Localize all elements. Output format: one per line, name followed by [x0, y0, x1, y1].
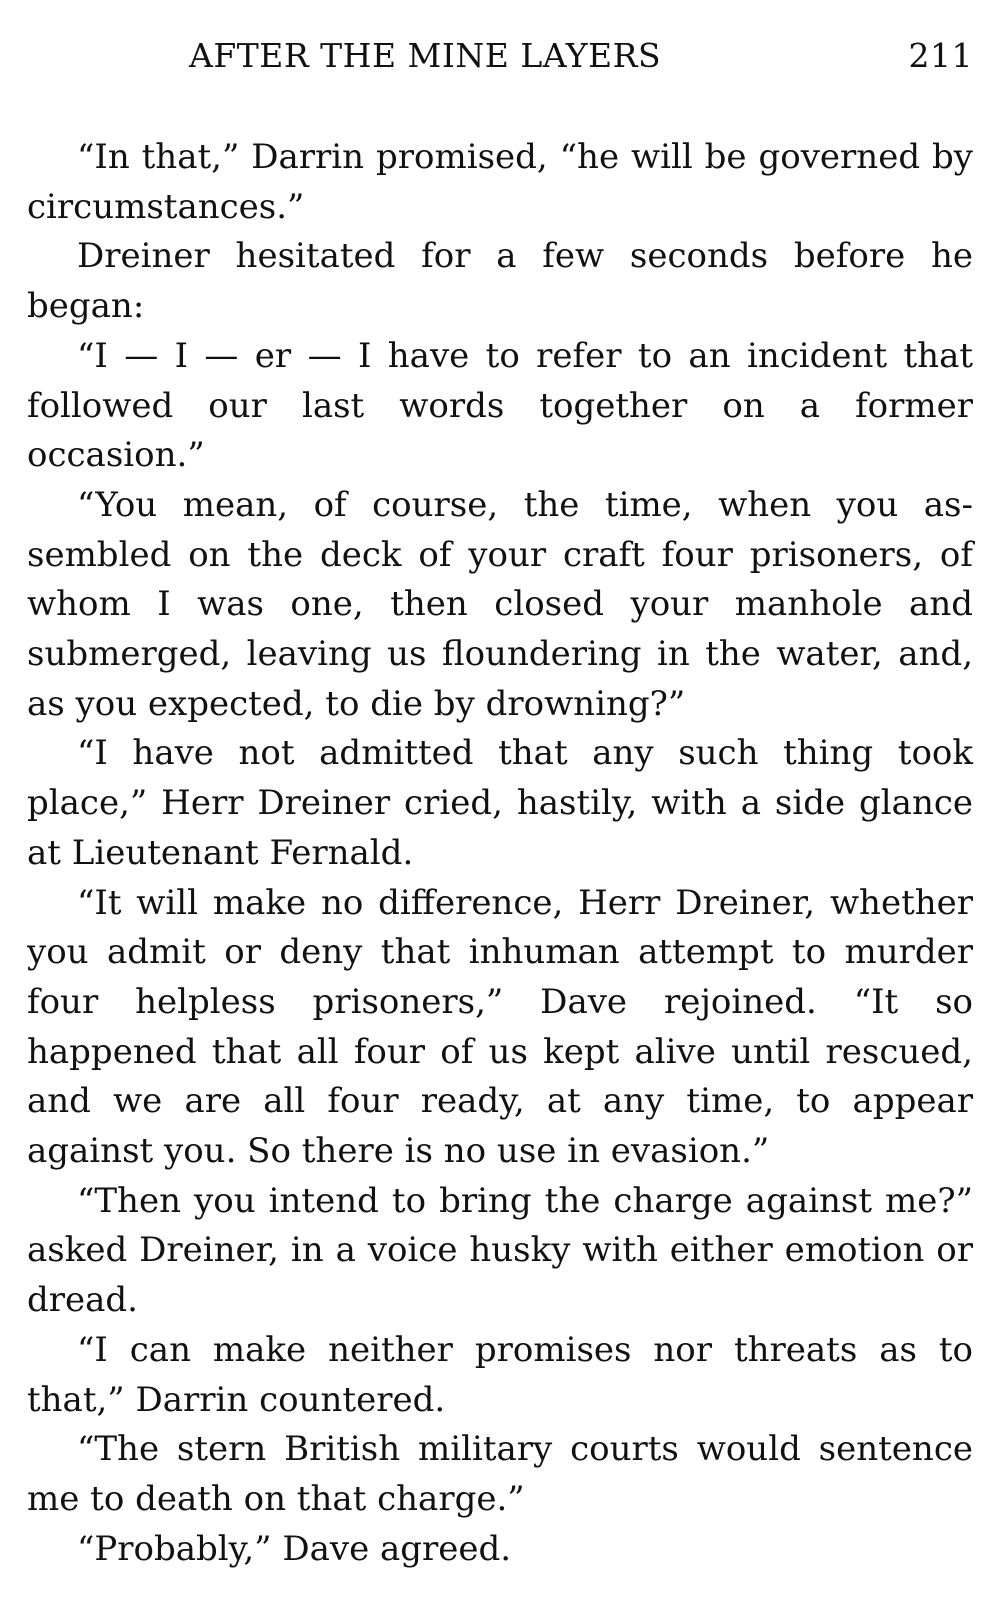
- paragraph: Dreiner hesitated for a few seconds before he began:: [27, 236, 973, 327]
- paragraph: “I can make neither promises nor threats as to that,” Darrin countered.: [27, 1329, 973, 1420]
- paragraph: “The stern British military courts would sentence me to death on that charge.”: [27, 1429, 973, 1519]
- book-page: [27, 0, 973, 1612]
- paragraph: “Probably,” Dave agreed.: [77, 1528, 512, 1569]
- running-head: [27, 30, 973, 82]
- paragraph: “You mean, of course, the time, when you assembled on the deck of your craft four prisoners, of whom I was one, then closed your manhole and submerged, leaving us floundering in the water, and, as you expected, to die by drowning?”: [27, 484, 973, 724]
- page-number: 211: [908, 36, 973, 75]
- running-title: AFTER THE MINE LAYERS: [189, 36, 662, 75]
- paragraph: “I — I — er — I have to refer to an incident that followed our last words together on a former occasion.”: [27, 335, 973, 476]
- paragraph: “I have not admitted that any such thing took place,” Herr Dreiner cried, hastily, with a side glance at Lieutenant Fernald.: [27, 733, 973, 873]
- body-text: [27, 133, 973, 1574]
- paragraph: “Then you intend to bring the charge against me?” asked Dreiner, in a voice husky with either emotion or dread.: [27, 1180, 973, 1321]
- paragraph: “In that,” Darrin promised, “he will be governed by circumstances.”: [27, 137, 973, 227]
- paragraph: “It will make no difference, Herr Dreiner, whether you admit or deny that inhuman attempt to murder four helpless prisoners,” Dave rejoined. “It so happened that all four of us kept alive until rescued, and we are all four ready, at any time, to appear against you. So there is no use in evasion.”: [27, 882, 973, 1172]
